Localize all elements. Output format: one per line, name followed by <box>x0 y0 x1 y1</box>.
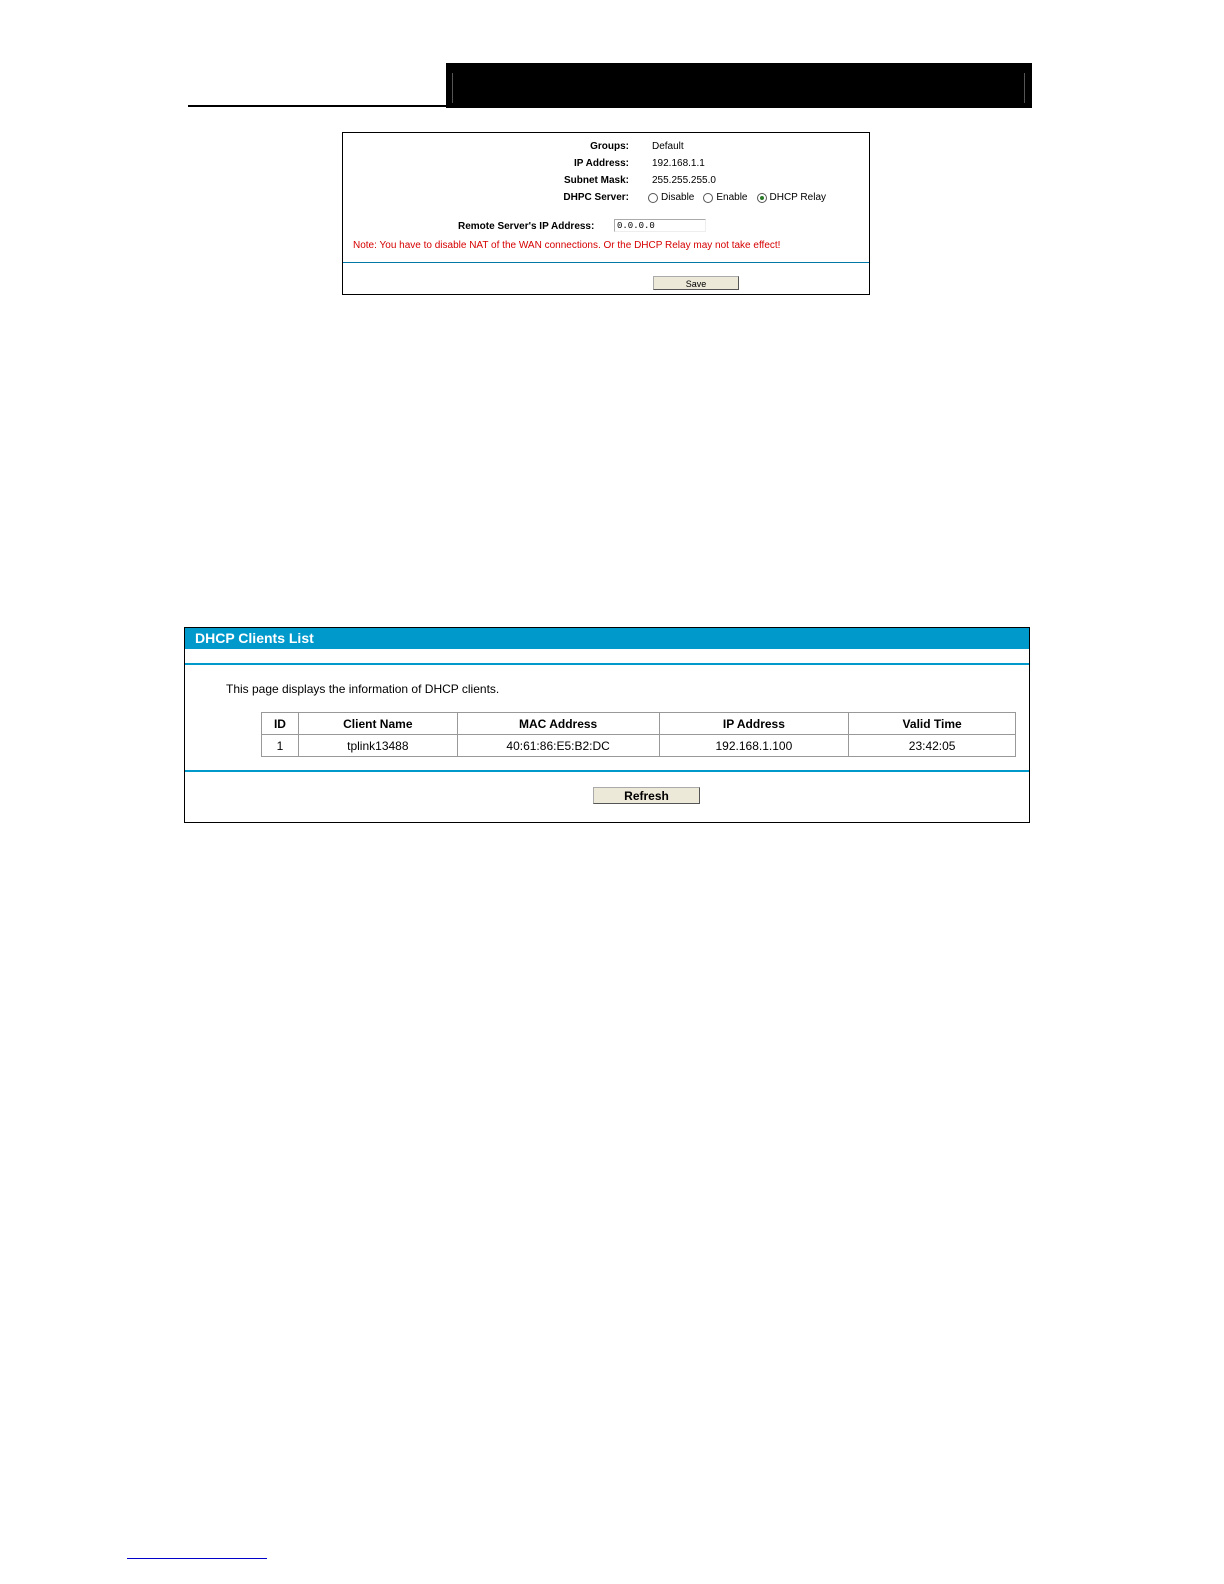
column-header-mac-address: MAC Address <box>457 713 659 735</box>
subnet-mask-row <box>343 175 869 189</box>
cell-mac-address: 40:61:86:E5:B2:DC <box>457 735 659 757</box>
header-bar-tick <box>452 73 453 103</box>
relay-note: Note: You have to disable NAT of the WAN connections. Or the DHCP Relay may not take effect! <box>353 240 781 251</box>
groups-row <box>343 141 869 155</box>
cell-client-name: tplink13488 <box>298 735 457 757</box>
clients-divider-top <box>185 663 1029 665</box>
dhcp-server-row <box>343 192 869 206</box>
relay-divider <box>343 262 869 263</box>
radio-disable-label[interactable]: Disable <box>661 192 695 203</box>
groups-label: Groups: <box>590 141 629 152</box>
footer-rule <box>127 1558 267 1559</box>
radio-enable[interactable] <box>703 193 713 203</box>
header-bar <box>446 63 1032 108</box>
radio-enable-label[interactable]: Enable <box>716 192 748 203</box>
cell-ip-address: 192.168.1.100 <box>659 735 849 757</box>
cell-valid-time: 23:42:05 <box>849 735 1016 757</box>
clients-divider-bottom <box>185 770 1029 772</box>
ip-address-row <box>343 158 869 172</box>
column-header-valid-time: Valid Time <box>849 713 1016 735</box>
cell-id: 1 <box>262 735 299 757</box>
column-header-id: ID <box>262 713 299 735</box>
radio-dhcp-relay-label[interactable]: DHCP Relay <box>769 192 826 203</box>
groups-value: Default <box>652 141 684 152</box>
column-header-ip-address: IP Address <box>659 713 849 735</box>
save-button[interactable]: Save <box>653 276 739 290</box>
remote-server-ip-input[interactable] <box>614 219 706 232</box>
table-header-row <box>262 713 1016 735</box>
radio-disable[interactable] <box>648 193 658 203</box>
radio-dhcp-relay[interactable] <box>757 193 767 203</box>
subnet-mask-label: Subnet Mask: <box>563 175 629 186</box>
subnet-mask-value: 255.255.255.0 <box>652 175 716 186</box>
dhcp-server-label: DHPC Server: <box>563 192 629 203</box>
column-header-client-name: Client Name <box>298 713 457 735</box>
clients-title: DHCP Clients List <box>185 628 1029 649</box>
header-rule <box>188 105 448 107</box>
ip-address-value: 192.168.1.1 <box>652 158 705 169</box>
dhcp-server-radio-group <box>648 192 835 203</box>
ip-address-label: IP Address: <box>573 158 629 169</box>
dhcp-clients-panel <box>184 627 1030 823</box>
refresh-button[interactable]: Refresh <box>593 787 700 804</box>
dhcp-relay-panel <box>342 132 870 295</box>
table-row <box>262 735 1016 757</box>
remote-server-label: Remote Server's IP Address: <box>458 221 595 232</box>
clients-description: This page displays the information of DHCP clients. <box>226 682 500 696</box>
clients-table <box>261 712 1016 757</box>
header-bar-tick <box>1024 73 1025 103</box>
